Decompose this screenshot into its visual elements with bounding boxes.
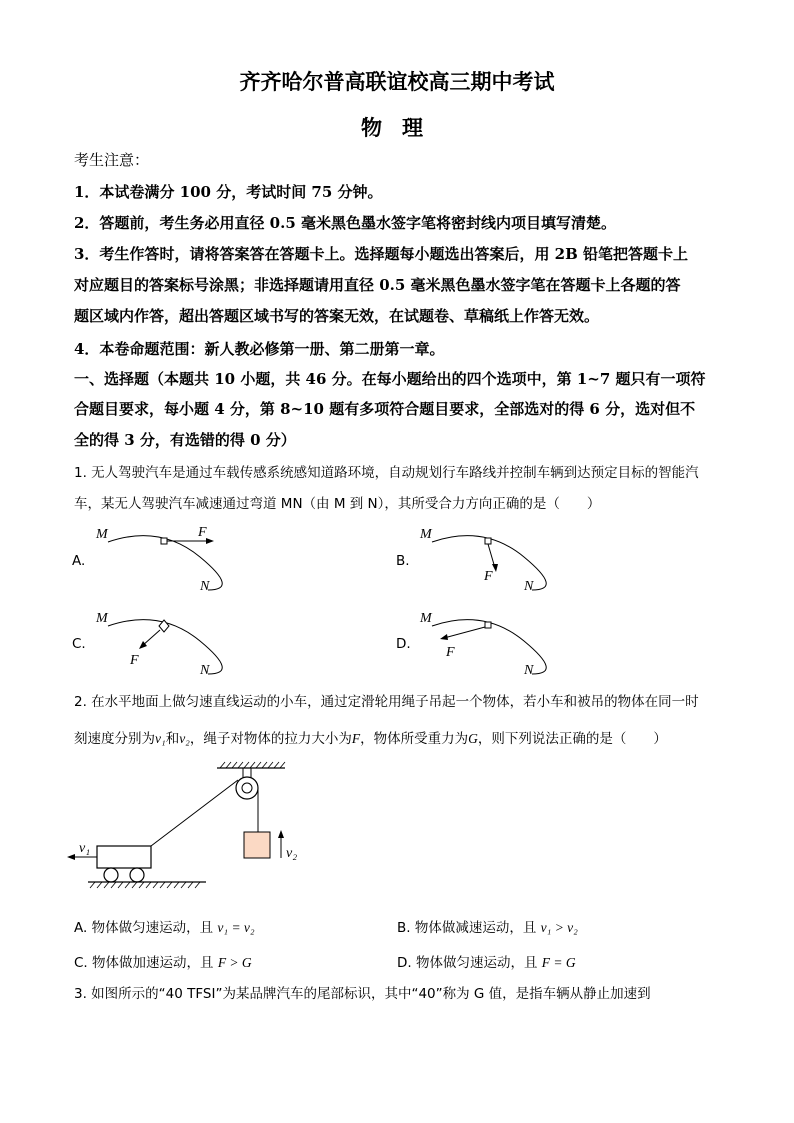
car-marker — [485, 622, 491, 628]
force-arrow — [444, 627, 485, 638]
question-2-option-d: D. 物体做匀速运动，且 F = G — [397, 955, 576, 971]
question-1-text: 1. 无人驾驶汽车是通过车载传感系统感知道路环境，自动规划行车路线并控制车辆到达预定目标的智能汽 — [74, 465, 699, 481]
question-2-text: 刻速度分别为v₁和v₂，绳子对物体的拉力大小为F，物体所受重力为G，则下列说法正确的是（ ） — [74, 731, 667, 747]
cart-wheel — [130, 868, 144, 882]
option-c-label: C. — [72, 636, 86, 652]
label-f: F — [130, 653, 139, 668]
label-f: F — [446, 645, 455, 660]
option-b-label: B. — [396, 553, 410, 569]
option-c-diagram — [90, 606, 250, 678]
car-marker — [161, 538, 167, 544]
option-a-diagram — [90, 522, 250, 594]
pulley-axle — [242, 783, 252, 793]
question-2-diagram — [60, 760, 330, 895]
page-title: 齐齐哈尔普高联谊校高三期中考试 — [239, 69, 555, 94]
section-heading: 合题目要求，每小题 4 分，第 8~10 题有多项符合题目要求，全部选对的得 6 分，选对但不 — [74, 400, 696, 418]
option-a-label: A. — [72, 553, 86, 569]
notice-item: 3．考生作答时，请将答案答在答题卡上。选择题每小题选出答案后，用 2B 铅笔把答题卡上 — [74, 245, 689, 263]
label-n: N — [200, 663, 210, 678]
label-m: M — [96, 611, 108, 626]
label-m: M — [96, 527, 108, 542]
cart-wheel — [104, 868, 118, 882]
option-d-diagram — [414, 606, 574, 678]
notice-item: 4．本卷命题范围：新人教必修第一册、第二册第一章。 — [74, 340, 445, 358]
label-f: F — [198, 525, 207, 540]
label-n: N — [200, 579, 210, 594]
label-m: M — [420, 527, 432, 542]
question-2-text: 2. 在水平地面上做匀速直线运动的小车，通过定滑轮用绳子吊起一个物体，若小车和被吊的物体在同一时 — [74, 694, 699, 710]
option-d-label: D. — [396, 636, 411, 652]
hanging-block — [244, 832, 270, 858]
label-m: M — [420, 611, 432, 626]
v2-label: v₂ — [286, 846, 298, 861]
subject-title: 物理 — [361, 115, 443, 140]
car-marker — [485, 538, 491, 544]
label-n: N — [524, 579, 534, 594]
question-2-option-a: A. 物体做匀速运动，且 v₁ = v₂ — [74, 920, 255, 936]
label-n: N — [524, 663, 534, 678]
notice-item: 2．答题前，考生务必用直径 0.5 毫米黑色墨水签字笔将密封线内项目填写清楚。 — [74, 214, 616, 232]
ground-hatch — [90, 882, 200, 888]
question-1-text: 车，某无人驾驶汽车减速通过弯道 MN（由 M 到 N），其所受合力方向正确的是（ ） — [74, 496, 601, 512]
option-b-diagram — [414, 522, 574, 594]
section-heading: 一、选择题（本题共 10 小题，共 46 分。在每小题给出的四个选项中，第 1~7 题只有一项符 — [74, 370, 706, 388]
notice-item: 1．本试卷满分 100 分，考试时间 75 分钟。 — [74, 183, 383, 201]
notice-item: 对应题目的答案标号涂黑；非选择题请用直径 0.5 毫米黑色墨水签字笔在答题卡上各题的答 — [74, 276, 681, 294]
notice-item: 题区域内作答，超出答题区域书写的答案无效，在试题卷、草稿纸上作答无效。 — [74, 307, 600, 325]
v1-label: v₁ — [79, 841, 91, 856]
question-2-option-b: B. 物体做减速运动，且 v₁ > v₂ — [397, 920, 578, 936]
cart — [97, 846, 151, 868]
question-2-option-c: C. 物体做加速运动，且 F > G — [74, 955, 252, 971]
notice-heading: 考生注意： — [74, 151, 150, 169]
ceiling-hatch — [220, 762, 285, 768]
section-heading: 全的得 3 分，有选错的得 0 分） — [74, 431, 296, 449]
label-f: F — [484, 569, 493, 584]
question-3-text: 3. 如图所示的“40 TFSI”为某品牌汽车的尾部标识，其中“40”称为 G 值，是指车辆从静止加速到 — [74, 986, 651, 1002]
rope — [151, 780, 238, 846]
